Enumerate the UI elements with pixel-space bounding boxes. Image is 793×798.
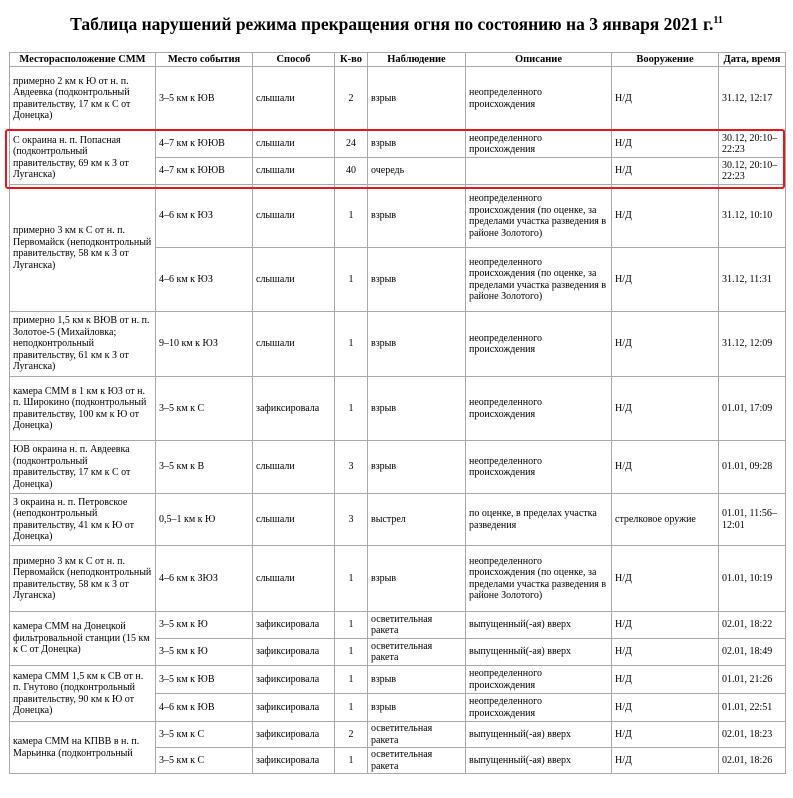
- place-cell: 3–5 км к С: [156, 748, 253, 774]
- observation-cell: осветительная ракета: [368, 722, 466, 748]
- method-cell: зафиксировала: [253, 722, 335, 748]
- ceasefire-violations-table: [9, 52, 786, 774]
- datetime-cell: 31.12, 11:31: [719, 248, 786, 312]
- method-cell: слышали: [253, 248, 335, 312]
- col-header-location: Месторасположение СММ: [10, 53, 156, 67]
- qty-cell: 2: [335, 67, 368, 131]
- method-cell: слышали: [253, 494, 335, 546]
- qty-cell: 1: [335, 546, 368, 612]
- description-cell: неопределенного происхождения: [466, 312, 612, 377]
- description-cell: выпущенный(-ая) вверх: [466, 639, 612, 666]
- description-cell: выпущенный(-ая) вверх: [466, 612, 612, 639]
- method-cell: слышали: [253, 185, 335, 248]
- weapon-cell: Н/Д: [612, 312, 719, 377]
- observation-cell: взрыв: [368, 248, 466, 312]
- description-cell: неопределенного происхождения: [466, 441, 612, 494]
- title-footnote: 11: [713, 15, 723, 27]
- place-cell: 3–5 км к Ю: [156, 639, 253, 666]
- weapon-cell: Н/Д: [612, 248, 719, 312]
- observation-cell: взрыв: [368, 312, 466, 377]
- datetime-cell: 01.01, 09:28: [719, 441, 786, 494]
- description-cell: неопределенного происхождения (по оценке, за пределами участка разведения в районе Золотого): [466, 546, 612, 612]
- location-cell: камера СММ на Донецкой фильтровальной станции (15 км к С от Донецка): [10, 612, 156, 666]
- table-row: [10, 441, 786, 494]
- datetime-cell: 31.12, 12:17: [719, 67, 786, 131]
- weapon-cell: Н/Д: [612, 441, 719, 494]
- qty-cell: 1: [335, 639, 368, 666]
- table-row: [10, 666, 786, 694]
- datetime-cell: 30.12, 20:10–22:23: [719, 131, 786, 158]
- datetime-cell: 30.12, 20:10–22:23: [719, 158, 786, 185]
- observation-cell: осветительная ракета: [368, 639, 466, 666]
- qty-cell: 1: [335, 312, 368, 377]
- table-row: [10, 185, 786, 248]
- col-header-description: Описание: [466, 53, 612, 67]
- description-cell: [466, 158, 612, 185]
- col-header-observation: Наблюдение: [368, 53, 466, 67]
- col-header-weapon: Вооружение: [612, 53, 719, 67]
- description-cell: неопределенного происхождения: [466, 666, 612, 694]
- qty-cell: 1: [335, 612, 368, 639]
- place-cell: 3–5 км к В: [156, 441, 253, 494]
- place-cell: 9–10 км к ЮЗ: [156, 312, 253, 377]
- place-cell: 3–5 км к Ю: [156, 612, 253, 639]
- description-cell: выпущенный(-ая) вверх: [466, 722, 612, 748]
- qty-cell: 3: [335, 441, 368, 494]
- observation-cell: очередь: [368, 158, 466, 185]
- place-cell: 4–6 км к ЮВ: [156, 694, 253, 722]
- observation-cell: выстрел: [368, 494, 466, 546]
- place-cell: 3–5 км к С: [156, 722, 253, 748]
- method-cell: зафиксировала: [253, 612, 335, 639]
- qty-cell: 1: [335, 666, 368, 694]
- location-cell: З окраина н. п. Петровское (неподконтрольный правительству, 41 км к Ю от Донецка): [10, 494, 156, 546]
- weapon-cell: Н/Д: [612, 158, 719, 185]
- observation-cell: взрыв: [368, 131, 466, 158]
- location-cell: примерно 1,5 км к ВЮВ от н. п. Золотое-5 (Михайловка; неподконтрольный правительству, 61 км к З от Луганска): [10, 312, 156, 377]
- method-cell: слышали: [253, 441, 335, 494]
- observation-cell: взрыв: [368, 377, 466, 441]
- table-row: [10, 494, 786, 546]
- title-text: Таблица нарушений режима прекращения огня по состоянию на 3 января 2021 г.: [70, 14, 714, 34]
- weapon-cell: Н/Д: [612, 546, 719, 612]
- weapon-cell: стрелковое оружие: [612, 494, 719, 546]
- method-cell: зафиксировала: [253, 748, 335, 774]
- location-cell: С окраина н. п. Попасная (подконтрольный правительству, 69 км к З от Луганска): [10, 131, 156, 185]
- qty-cell: 3: [335, 494, 368, 546]
- method-cell: слышали: [253, 312, 335, 377]
- datetime-cell: 02.01, 18:23: [719, 722, 786, 748]
- qty-cell: 1: [335, 694, 368, 722]
- weapon-cell: Н/Д: [612, 748, 719, 774]
- weapon-cell: Н/Д: [612, 612, 719, 639]
- description-cell: по оценке, в пределах участка разведения: [466, 494, 612, 546]
- place-cell: 4–6 км к ЗЮЗ: [156, 546, 253, 612]
- datetime-cell: 31.12, 10:10: [719, 185, 786, 248]
- location-cell: примерно 2 км к Ю от н. п. Авдеевка (подконтрольный правительству, 17 км к С от Донецка): [10, 67, 156, 131]
- table-row: [10, 722, 786, 748]
- observation-cell: взрыв: [368, 546, 466, 612]
- table-row: [10, 131, 786, 158]
- place-cell: 3–5 км к ЮВ: [156, 67, 253, 131]
- qty-cell: 24: [335, 131, 368, 158]
- col-header-place: Место события: [156, 53, 253, 67]
- method-cell: зафиксировала: [253, 694, 335, 722]
- place-cell: 0,5–1 км к Ю: [156, 494, 253, 546]
- qty-cell: 1: [335, 248, 368, 312]
- location-cell: камера СММ на КПВВ в н. п. Марьинка (подконтрольный: [10, 722, 156, 774]
- table-header-row: [10, 53, 786, 67]
- method-cell: зафиксировала: [253, 666, 335, 694]
- place-cell: 4–6 км к ЮЗ: [156, 185, 253, 248]
- observation-cell: взрыв: [368, 67, 466, 131]
- datetime-cell: 01.01, 11:56–12:01: [719, 494, 786, 546]
- datetime-cell: 01.01, 17:09: [719, 377, 786, 441]
- qty-cell: 40: [335, 158, 368, 185]
- method-cell: слышали: [253, 158, 335, 185]
- weapon-cell: Н/Д: [612, 185, 719, 248]
- observation-cell: взрыв: [368, 666, 466, 694]
- datetime-cell: 02.01, 18:26: [719, 748, 786, 774]
- datetime-cell: 31.12, 12:09: [719, 312, 786, 377]
- observation-cell: осветительная ракета: [368, 748, 466, 774]
- table-row: [10, 377, 786, 441]
- table-row: [10, 546, 786, 612]
- weapon-cell: Н/Д: [612, 67, 719, 131]
- weapon-cell: Н/Д: [612, 639, 719, 666]
- description-cell: неопределенного происхождения: [466, 131, 612, 158]
- table-title: [0, 14, 793, 34]
- description-cell: неопределенного происхождения: [466, 67, 612, 131]
- place-cell: 4–6 км к ЮЗ: [156, 248, 253, 312]
- method-cell: зафиксировала: [253, 639, 335, 666]
- place-cell: 3–5 км к ЮВ: [156, 666, 253, 694]
- qty-cell: 1: [335, 185, 368, 248]
- method-cell: слышали: [253, 67, 335, 131]
- weapon-cell: Н/Д: [612, 694, 719, 722]
- observation-cell: взрыв: [368, 694, 466, 722]
- description-cell: неопределенного происхождения: [466, 694, 612, 722]
- weapon-cell: Н/Д: [612, 377, 719, 441]
- table-row: [10, 67, 786, 131]
- method-cell: зафиксировала: [253, 377, 335, 441]
- datetime-cell: 02.01, 18:49: [719, 639, 786, 666]
- qty-cell: 1: [335, 748, 368, 774]
- weapon-cell: Н/Д: [612, 722, 719, 748]
- weapon-cell: Н/Д: [612, 666, 719, 694]
- location-cell: камера СММ в 1 км к ЮЗ от н. п. Широкино (подконтрольный правительству, 100 км к Ю от Донецка): [10, 377, 156, 441]
- description-cell: неопределенного происхождения (по оценке, за пределами участка разведения в районе Золотого): [466, 248, 612, 312]
- col-header-qty: К-во: [335, 53, 368, 67]
- place-cell: 4–7 км к ЮЮВ: [156, 158, 253, 185]
- place-cell: 3–5 км к С: [156, 377, 253, 441]
- place-cell: 4–7 км к ЮЮВ: [156, 131, 253, 158]
- qty-cell: 1: [335, 377, 368, 441]
- qty-cell: 2: [335, 722, 368, 748]
- location-cell: камера СММ 1,5 км к СВ от н. п. Гнутово (подконтрольный правительству, 90 км к Ю от Донецка): [10, 666, 156, 722]
- weapon-cell: Н/Д: [612, 131, 719, 158]
- datetime-cell: 01.01, 21:26: [719, 666, 786, 694]
- table-row: [10, 312, 786, 377]
- location-cell: ЮВ окраина н. п. Авдеевка (подконтрольный правительству, 17 км к С от Донецка): [10, 441, 156, 494]
- observation-cell: взрыв: [368, 441, 466, 494]
- col-header-datetime: Дата, время: [719, 53, 786, 67]
- location-cell: примерно 3 км к С от н. п. Первомайск (неподконтрольный правительству, 58 км к З от Луганска): [10, 185, 156, 312]
- description-cell: неопределенного происхождения: [466, 377, 612, 441]
- method-cell: слышали: [253, 131, 335, 158]
- table-row: [10, 612, 786, 639]
- datetime-cell: 02.01, 18:22: [719, 612, 786, 639]
- location-cell: примерно 3 км к С от н. п. Первомайск (неподконтрольный правительству, 58 км к З от Луганска): [10, 546, 156, 612]
- datetime-cell: 01.01, 10:19: [719, 546, 786, 612]
- observation-cell: осветительная ракета: [368, 612, 466, 639]
- description-cell: выпущенный(-ая) вверх: [466, 748, 612, 774]
- method-cell: слышали: [253, 546, 335, 612]
- datetime-cell: 01.01, 22:51: [719, 694, 786, 722]
- observation-cell: взрыв: [368, 185, 466, 248]
- col-header-method: Способ: [253, 53, 335, 67]
- description-cell: неопределенного происхождения (по оценке, за пределами участка разведения в районе Золотого): [466, 185, 612, 248]
